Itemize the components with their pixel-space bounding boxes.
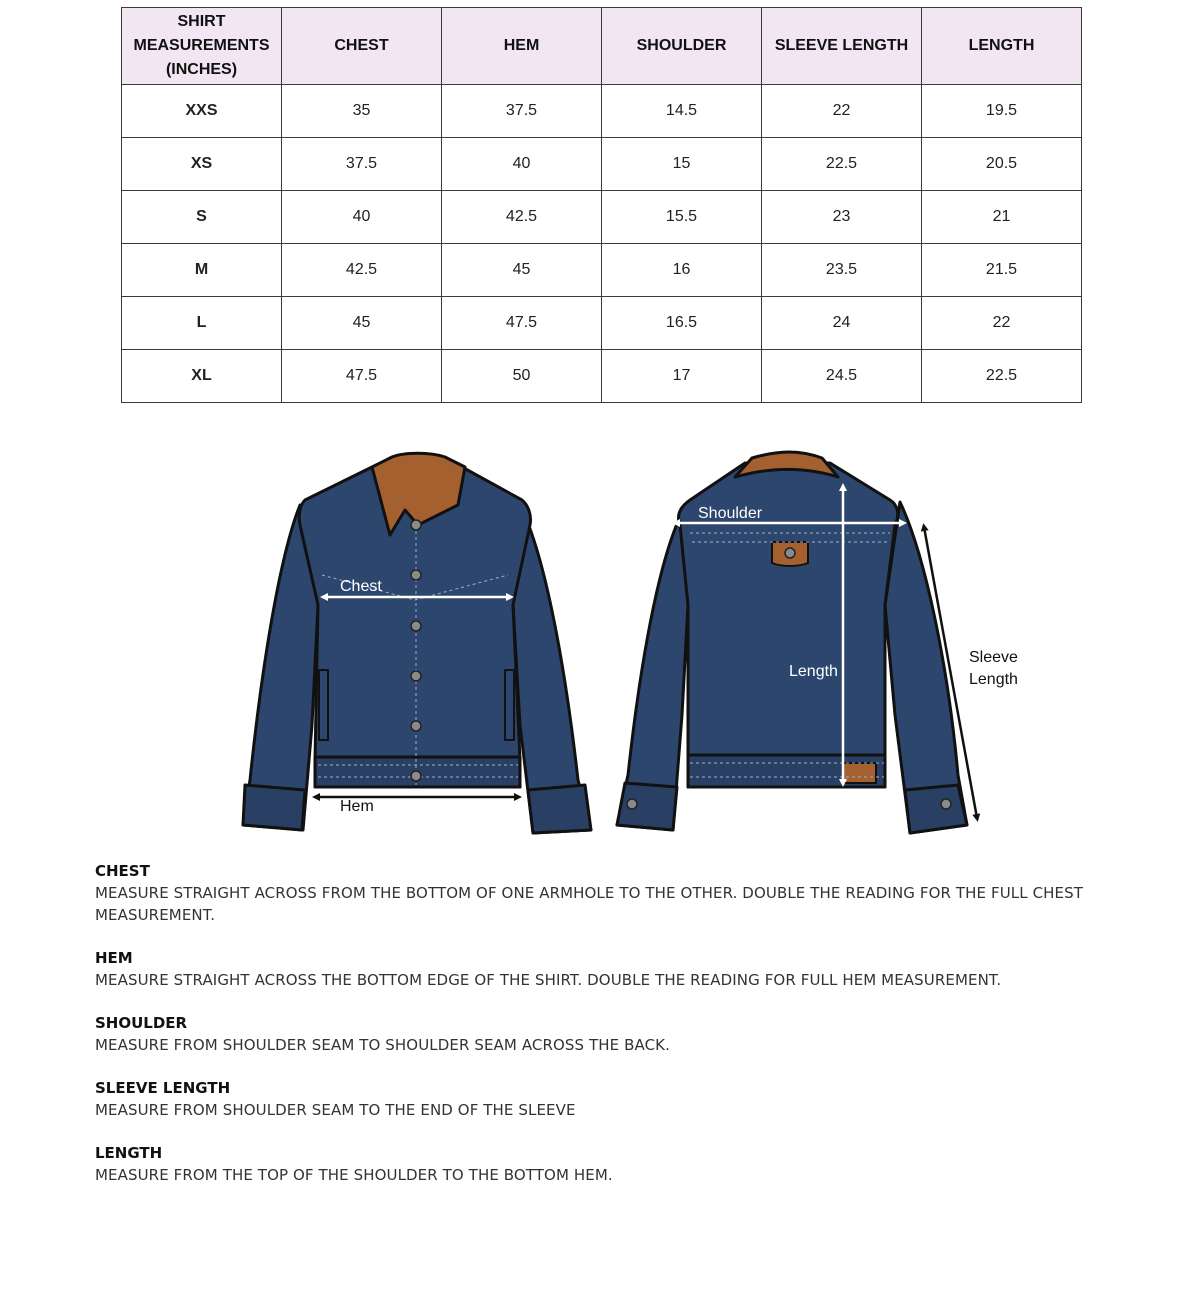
jacket-measurement-diagram <box>0 405 1200 855</box>
table-row <box>122 350 1082 403</box>
table-cell: 22 <box>762 85 922 138</box>
table-row <box>122 244 1082 297</box>
size-cell: XL <box>122 350 282 403</box>
table-cell: 22 <box>922 297 1082 350</box>
note-title: SLEEVE LENGTH <box>95 1079 231 1097</box>
table-cell: 23.5 <box>762 244 922 297</box>
note-title: HEM <box>95 949 133 967</box>
table-cell: 15 <box>602 138 762 191</box>
table-cell: 19.5 <box>922 85 1082 138</box>
table-cell: 23 <box>762 191 922 244</box>
header-hem: HEM <box>442 8 602 85</box>
size-cell: XXS <box>122 85 282 138</box>
table-cell: 21.5 <box>922 244 1082 297</box>
table-row <box>122 297 1082 350</box>
size-cell: M <box>122 244 282 297</box>
table-cell: 37.5 <box>442 85 602 138</box>
note-text: MEASURE FROM SHOULDER SEAM TO SHOULDER SEAM ACROSS THE BACK. <box>95 1036 670 1054</box>
table-header-row <box>122 8 1082 85</box>
table-cell: 50 <box>442 350 602 403</box>
note-chest <box>95 860 1105 926</box>
table-row <box>122 85 1082 138</box>
note-shoulder <box>95 1012 1105 1056</box>
table-cell: 17 <box>602 350 762 403</box>
note-text: MEASURE STRAIGHT ACROSS THE BOTTOM EDGE OF THE SHIRT. DOUBLE THE READING FOR FULL HEM MEASUREMENT. <box>95 971 1002 989</box>
note-hem <box>95 947 1105 991</box>
table-cell: 37.5 <box>282 138 442 191</box>
note-length <box>95 1142 1105 1186</box>
measurement-instructions <box>95 860 1105 1207</box>
table-cell: 15.5 <box>602 191 762 244</box>
header-sleeve-length: SLEEVE LENGTH <box>762 8 922 85</box>
table-cell: 45 <box>442 244 602 297</box>
sleeve-length-label-line1: Sleeve <box>969 649 1018 666</box>
size-cell: S <box>122 191 282 244</box>
sleeve-length-label-line2: Length <box>969 671 1018 688</box>
size-cell: XS <box>122 138 282 191</box>
header-line: MEASUREMENTS <box>133 37 270 54</box>
table-cell: 45 <box>282 297 442 350</box>
table-cell: 16 <box>602 244 762 297</box>
hem-label: Hem <box>340 798 374 815</box>
table-cell: 21 <box>922 191 1082 244</box>
table-cell: 47.5 <box>282 350 442 403</box>
table-cell: 24.5 <box>762 350 922 403</box>
table-row <box>122 191 1082 244</box>
size-cell: L <box>122 297 282 350</box>
table-cell: 42.5 <box>442 191 602 244</box>
header-shoulder: SHOULDER <box>602 8 762 85</box>
header-line: (INCHES) <box>165 61 238 78</box>
table-cell: 40 <box>282 191 442 244</box>
header-line: SHIRT <box>177 13 226 30</box>
header-chest: CHEST <box>282 8 442 85</box>
note-title: CHEST <box>95 862 150 880</box>
note-text: MEASURE STRAIGHT ACROSS FROM THE BOTTOM OF ONE ARMHOLE TO THE OTHER. DOUBLE THE READING FOR THE FULL CHEST MEASUREMENT. <box>95 884 1083 924</box>
table-cell: 22.5 <box>922 350 1082 403</box>
shoulder-label: Shoulder <box>698 505 763 522</box>
header-length: LENGTH <box>922 8 1082 85</box>
note-title: LENGTH <box>95 1144 163 1162</box>
note-title: SHOULDER <box>95 1014 188 1032</box>
note-sleeve-length <box>95 1077 1105 1121</box>
jacket-illustration <box>0 405 1200 855</box>
note-text: MEASURE FROM THE TOP OF THE SHOULDER TO THE BOTTOM HEM. <box>95 1166 613 1184</box>
table-cell: 35 <box>282 85 442 138</box>
table-cell: 42.5 <box>282 244 442 297</box>
length-label: Length <box>789 663 838 680</box>
jacket-back <box>617 452 967 833</box>
table-cell: 47.5 <box>442 297 602 350</box>
note-text: MEASURE FROM SHOULDER SEAM TO THE END OF THE SLEEVE <box>95 1101 576 1119</box>
header-shirt-measurements <box>122 8 282 85</box>
chest-label: Chest <box>340 578 382 595</box>
table-row <box>122 138 1082 191</box>
table-cell: 14.5 <box>602 85 762 138</box>
table-cell: 24 <box>762 297 922 350</box>
table-cell: 16.5 <box>602 297 762 350</box>
table-cell: 40 <box>442 138 602 191</box>
table-cell: 22.5 <box>762 138 922 191</box>
size-chart-table <box>121 7 1082 403</box>
table-cell: 20.5 <box>922 138 1082 191</box>
